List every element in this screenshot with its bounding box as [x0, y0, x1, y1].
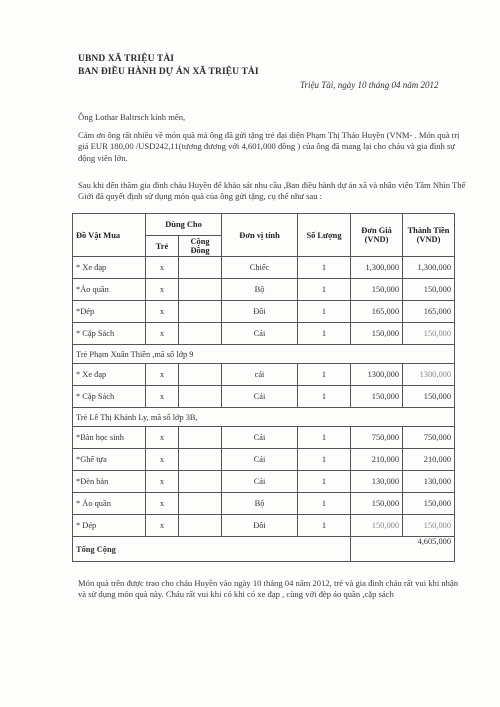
price-cell: 150,000 [351, 493, 403, 515]
qty-cell: 1 [298, 323, 351, 345]
item-cell: * Cặp Sách [73, 323, 146, 345]
total-cell: 150,000 [403, 386, 455, 408]
child-cell: x [146, 364, 179, 386]
total-cell: 1300,000 [403, 364, 455, 386]
total-cell: 150,000 [403, 323, 455, 345]
group-row [73, 408, 455, 427]
total-cell: 130,000 [403, 471, 455, 493]
qty-cell: 1 [298, 449, 351, 471]
organization-name: UBND XÃ TRIỆU TÀI [78, 54, 175, 64]
price-cell: 150,000 [351, 515, 403, 537]
header-used-for: Dùng Cho [146, 214, 222, 236]
child-cell: x [146, 427, 179, 449]
item-cell: *Đèn bàn [73, 471, 146, 493]
price-cell: 150,000 [351, 279, 403, 301]
header-qty: Số Lượng [298, 214, 351, 257]
header-price: Đơn Giá (VND) [351, 214, 403, 257]
child-cell: x [146, 471, 179, 493]
table-row [73, 301, 455, 323]
header-community: Cộng Đồng [179, 236, 222, 257]
unit-cell: Cái [222, 427, 298, 449]
item-cell: * Xe đạp [73, 364, 146, 386]
unit-cell: cái [222, 364, 298, 386]
purchase-table [72, 213, 455, 562]
child-cell: x [146, 279, 179, 301]
community-cell [179, 364, 222, 386]
header-item: Đồ Vật Mua [73, 214, 146, 257]
table-row [73, 449, 455, 471]
group-label: Trẻ Phạm Xuân Thiền ,mã số lớp 9 [73, 345, 455, 364]
community-cell [179, 515, 222, 537]
qty-cell: 1 [298, 279, 351, 301]
child-cell: x [146, 386, 179, 408]
unit-cell: Chiếc [222, 257, 298, 279]
qty-cell: 1 [298, 427, 351, 449]
item-cell: * Xe đạp [73, 257, 146, 279]
qty-cell: 1 [298, 364, 351, 386]
unit-cell: Đôi [222, 301, 298, 323]
qty-cell: 1 [298, 471, 351, 493]
header-child: Trẻ [146, 236, 179, 257]
table-row [73, 386, 455, 408]
qty-cell: 1 [298, 515, 351, 537]
unit-cell: Cái [222, 449, 298, 471]
item-cell: *Ghế tựa [73, 449, 146, 471]
community-cell [179, 323, 222, 345]
item-cell: * Áo quần [73, 493, 146, 515]
item-cell: * Dép [73, 515, 146, 537]
price-cell: 150,000 [351, 323, 403, 345]
child-cell: x [146, 493, 179, 515]
total-cell: 1,300,000 [403, 257, 455, 279]
unit-cell: Bộ [222, 279, 298, 301]
unit-cell: Đôi [222, 515, 298, 537]
project-board-name: BAN ĐIỀU HÀNH DỰ ÁN XÃ TRIỆU TÀI [78, 67, 259, 77]
group-label: Trẻ Lê Thị Khánh Ly, mã số lớp 3B, [73, 408, 455, 427]
header-total: Thành Tiền (VND) [403, 214, 455, 257]
unit-cell: Cái [222, 471, 298, 493]
community-cell [179, 427, 222, 449]
total-cell: 150,000 [403, 279, 455, 301]
table-row [73, 257, 455, 279]
letter-paragraph-2: Sau khi đến thăm gia đình cháu Huyền để khảo sát nhu cầu ,Ban điều hành dự án xã và nhân viên Tầm Nhìn Thế Giới đã quyết định sử dụng món quà của ông gửi tặng, cụ thể như sau : [78, 180, 466, 202]
group-row [73, 345, 455, 364]
price-cell: 750,000 [351, 427, 403, 449]
price-cell: 1300,000 [351, 364, 403, 386]
closing-paragraph: Món quà trên được trao cho cháu Huyền vào ngày 10 tháng 04 năm 2012, trẻ và gia đình cháu rất vui khi nhận và sử dụng món quà này. Cháu rất vui khi có khi có xe đạp , cùng với đèp áo quần ,cặp sách [78, 578, 459, 600]
item-cell: *Bàn học sinh [73, 427, 146, 449]
item-cell: *Dép [73, 301, 146, 323]
table-row [73, 471, 455, 493]
unit-cell: Bộ [222, 493, 298, 515]
qty-cell: 1 [298, 257, 351, 279]
total-cell: 150,000 [403, 515, 455, 537]
total-cell: 150,000 [403, 493, 455, 515]
price-cell: 150,000 [351, 386, 403, 408]
total-label: Tổng Cộng [73, 537, 351, 562]
community-cell [179, 257, 222, 279]
unit-cell: Cái [222, 386, 298, 408]
total-cell: 210,000 [403, 449, 455, 471]
table-row [73, 364, 455, 386]
total-row [73, 537, 455, 562]
price-cell: 130,000 [351, 471, 403, 493]
header-unit: Đơn vị tính [222, 214, 298, 257]
total-cell: 165,000 [403, 301, 455, 323]
item-cell: *Áo quần [73, 279, 146, 301]
child-cell: x [146, 301, 179, 323]
total-cell: 750,000 [403, 427, 455, 449]
child-cell: x [146, 449, 179, 471]
dateline: Triệu Tài, ngày 10 tháng 04 năm 2012 [300, 80, 439, 90]
child-cell: x [146, 323, 179, 345]
price-cell: 165,000 [351, 301, 403, 323]
greeting: Ông Lothar Baltrsch kính mến, [78, 112, 186, 122]
table-row [73, 493, 455, 515]
child-cell: x [146, 257, 179, 279]
community-cell [179, 493, 222, 515]
community-cell [179, 471, 222, 493]
unit-cell: Cái [222, 323, 298, 345]
community-cell [179, 449, 222, 471]
community-cell [179, 386, 222, 408]
community-cell [179, 279, 222, 301]
qty-cell: 1 [298, 386, 351, 408]
qty-cell: 1 [298, 301, 351, 323]
table-row [73, 515, 455, 537]
table-row [73, 427, 455, 449]
grand-total: 4,605,000 [351, 537, 455, 562]
table-row [73, 279, 455, 301]
price-cell: 1,300,000 [351, 257, 403, 279]
community-cell [179, 301, 222, 323]
price-cell: 210,000 [351, 449, 403, 471]
qty-cell: 1 [298, 493, 351, 515]
item-cell: * Cặp Sách [73, 386, 146, 408]
table-row [73, 323, 455, 345]
child-cell: x [146, 515, 179, 537]
letter-paragraph-1: Cám ơn ông rất nhiều về món quà mà ông đã gửi tặng trẻ đại diện Phạm Thị Thảo Huyền (VNM- . Món quà trị giá EUR 180,00 /USD242,11(tương đương với 4,601,000 đồng ) của ông đã mang lại cho cháu và gia đình sự động viên lớn. [78, 130, 460, 163]
